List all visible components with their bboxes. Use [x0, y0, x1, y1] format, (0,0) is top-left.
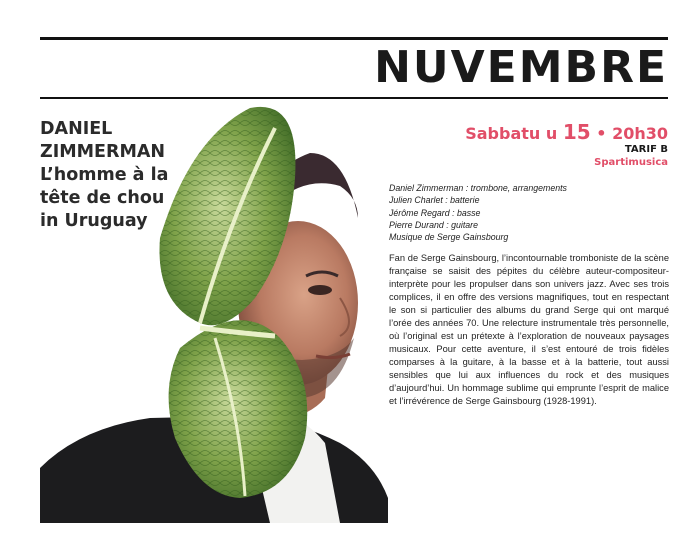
title-line-show-2: tête de chou [40, 188, 165, 208]
venue-name: Spartimusica [594, 157, 668, 168]
event-time: 20h30 [612, 124, 668, 143]
month-heading: NUVEMBRE [374, 42, 668, 93]
credit-line: Musique de Serge Gainsbourg [389, 232, 509, 243]
event-date [465, 120, 668, 144]
credit-line: Jérôme Regard : basse [389, 207, 481, 218]
title-line-show-1: L’homme à la [40, 165, 169, 185]
date-day: 15 [562, 120, 591, 144]
title-line-artist-first: DANIEL [40, 119, 113, 139]
title-line-show-3: in Uruguay [40, 211, 148, 231]
date-prefix: Sabbatu u [465, 124, 558, 143]
tarif-label: TARIF B [624, 144, 668, 155]
credit-line: Julien Charlet : batterie [389, 195, 480, 206]
date-separator: • [596, 124, 607, 143]
credit-line: Daniel Zimmerman : trombone, arrangements [389, 183, 567, 193]
event-title [40, 118, 200, 233]
title-line-artist-last: ZIMMERMAN [40, 142, 166, 162]
event-description: Fan de Serge Gainsbourg, l’incontournable tromboniste de la scène française se saisit des pépites du célèbre auteur-compositeur-interprète pour les propulser dans son univers jazz. Avec ses trois complices, il en offre des versions magnifiques, tout en respectant le son si particulier des albums du grand Serge qui ont marqué l’orée des années 70. Une relecture instrumentale très personnelle, où l’original est un prétexte à l’exploration de nouveaux paysages musicaux. Pour cette aventure, il s’est entouré de trois fidèles comparses à la guitare, à la basse et à la batterie, tout aussi sensibles que lui aux influences du rock et des musiques d’aujourd’hui. Un hommage sublime qui emprunte l’esprit de malice et l’irrévérence de Serge Gainsbourg (1928-1991). [389, 253, 669, 406]
credit-line: Pierre Durand : guitare [389, 219, 478, 230]
credits-list [389, 182, 669, 243]
